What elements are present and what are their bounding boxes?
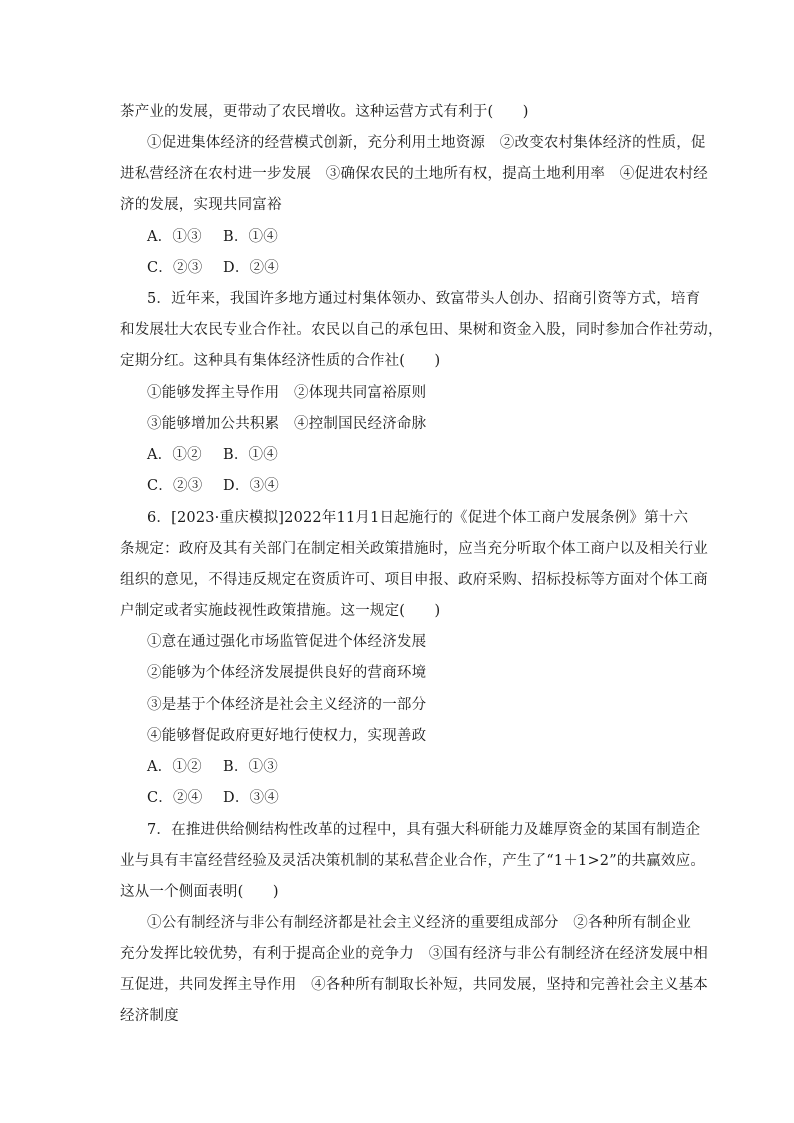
q5-option-b: B．①④: [223, 447, 278, 463]
q5-stem-line: 和发展壮大农民专业合作社。农民以自己的承包田、果树和资金入股，同时参加合作社劳动，: [120, 322, 723, 338]
q7-stem-line: 7．在推进供给侧结构性改革的过程中，具有强大科研能力及雄厚资金的某国有制造企: [147, 822, 701, 838]
q4-statement-line: 济的发展，实现共同富裕: [120, 197, 282, 213]
q5-statement-line: ①能够发挥主导作用 ②体现共同富裕原则: [147, 385, 427, 401]
q6-stem-line: 组织的意见，不得违反规定在资质许可、项目申报、政府采购、招标投标等方面对个体工商: [120, 572, 708, 588]
q4-statement-line: 进私营经济在农村进一步发展 ③确保农民的土地所有权，提高土地利用率 ④促进农村经: [120, 166, 708, 182]
q7-statement-line: 经济制度: [120, 1008, 179, 1024]
q4-stem-line: 茶产业的发展，更带动了农民增收。这种运营方式有利于( ): [120, 104, 529, 120]
q5-option-a: A．①②: [147, 447, 202, 463]
q6-statement-1: ①意在通过强化市场监管促进个体经济发展: [147, 634, 427, 650]
q4-option-b: B．①④: [223, 229, 278, 245]
q4-option-c: C．②③: [147, 260, 203, 276]
q7-stem-line: 业与具有丰富经营经验及灵活决策机制的某私营企业合作，产生了“1＋1>2”的共赢效应。: [120, 853, 706, 869]
q5-statement-line: ③能够增加公共积累 ④控制国民经济命脉: [147, 416, 427, 432]
q5-stem-line: 5．近年来，我国许多地方通过村集体领办、致富带头人创办、招商引资等方式，培育: [147, 291, 701, 307]
q5-option-d: D．③④: [223, 478, 279, 494]
q6-option-b: B．①③: [223, 759, 278, 775]
q5-option-c: C．②③: [147, 478, 203, 494]
q6-statement-3: ③是基于个体经济是社会主义经济的一部分: [147, 697, 427, 713]
q7-statement-line: 充分发挥比较优势，有利于提高企业的竞争力 ③国有经济与非公有制经济在经济发展中相: [120, 946, 708, 962]
q6-option-d: D．③④: [223, 790, 279, 806]
q6-statement-2: ②能够为个体经济发展提供良好的营商环境: [147, 665, 427, 681]
q6-statement-4: ④能够督促政府更好地行使权力，实现善政: [147, 728, 427, 744]
q6-option-a: A．①②: [147, 759, 202, 775]
q4-option-a: A．①③: [147, 229, 202, 245]
q6-stem-line: 6．[2023·重庆模拟]2022年11月1日起施行的《促进个体工商户发展条例》第十六: [147, 510, 689, 526]
q6-stem-line: 户制定或者实施歧视性政策措施。这一规定( ): [120, 603, 441, 619]
q4-statement-line: ①促进集体经济的经营模式创新，充分利用土地资源 ②改变农村集体经济的性质，促: [147, 135, 706, 151]
q7-stem-line: 这从一个侧面表明( ): [120, 884, 279, 900]
q6-option-c: C．②④: [147, 790, 203, 806]
q7-statement-line: ①公有制经济与非公有制经济都是社会主义经济的重要组成部分 ②各种所有制企业: [147, 915, 691, 931]
q7-statement-line: 互促进，共同发挥主导作用 ④各种所有制取长补短，共同发展，坚持和完善社会主义基本: [120, 977, 708, 993]
q5-stem-line: 定期分红。这种具有集体经济性质的合作社( ): [120, 353, 441, 369]
q6-stem-line: 条规定：政府及其有关部门在制定相关政策措施时，应当充分听取个体工商户以及相关行业: [120, 541, 708, 557]
q4-option-d: D．②④: [223, 260, 279, 276]
